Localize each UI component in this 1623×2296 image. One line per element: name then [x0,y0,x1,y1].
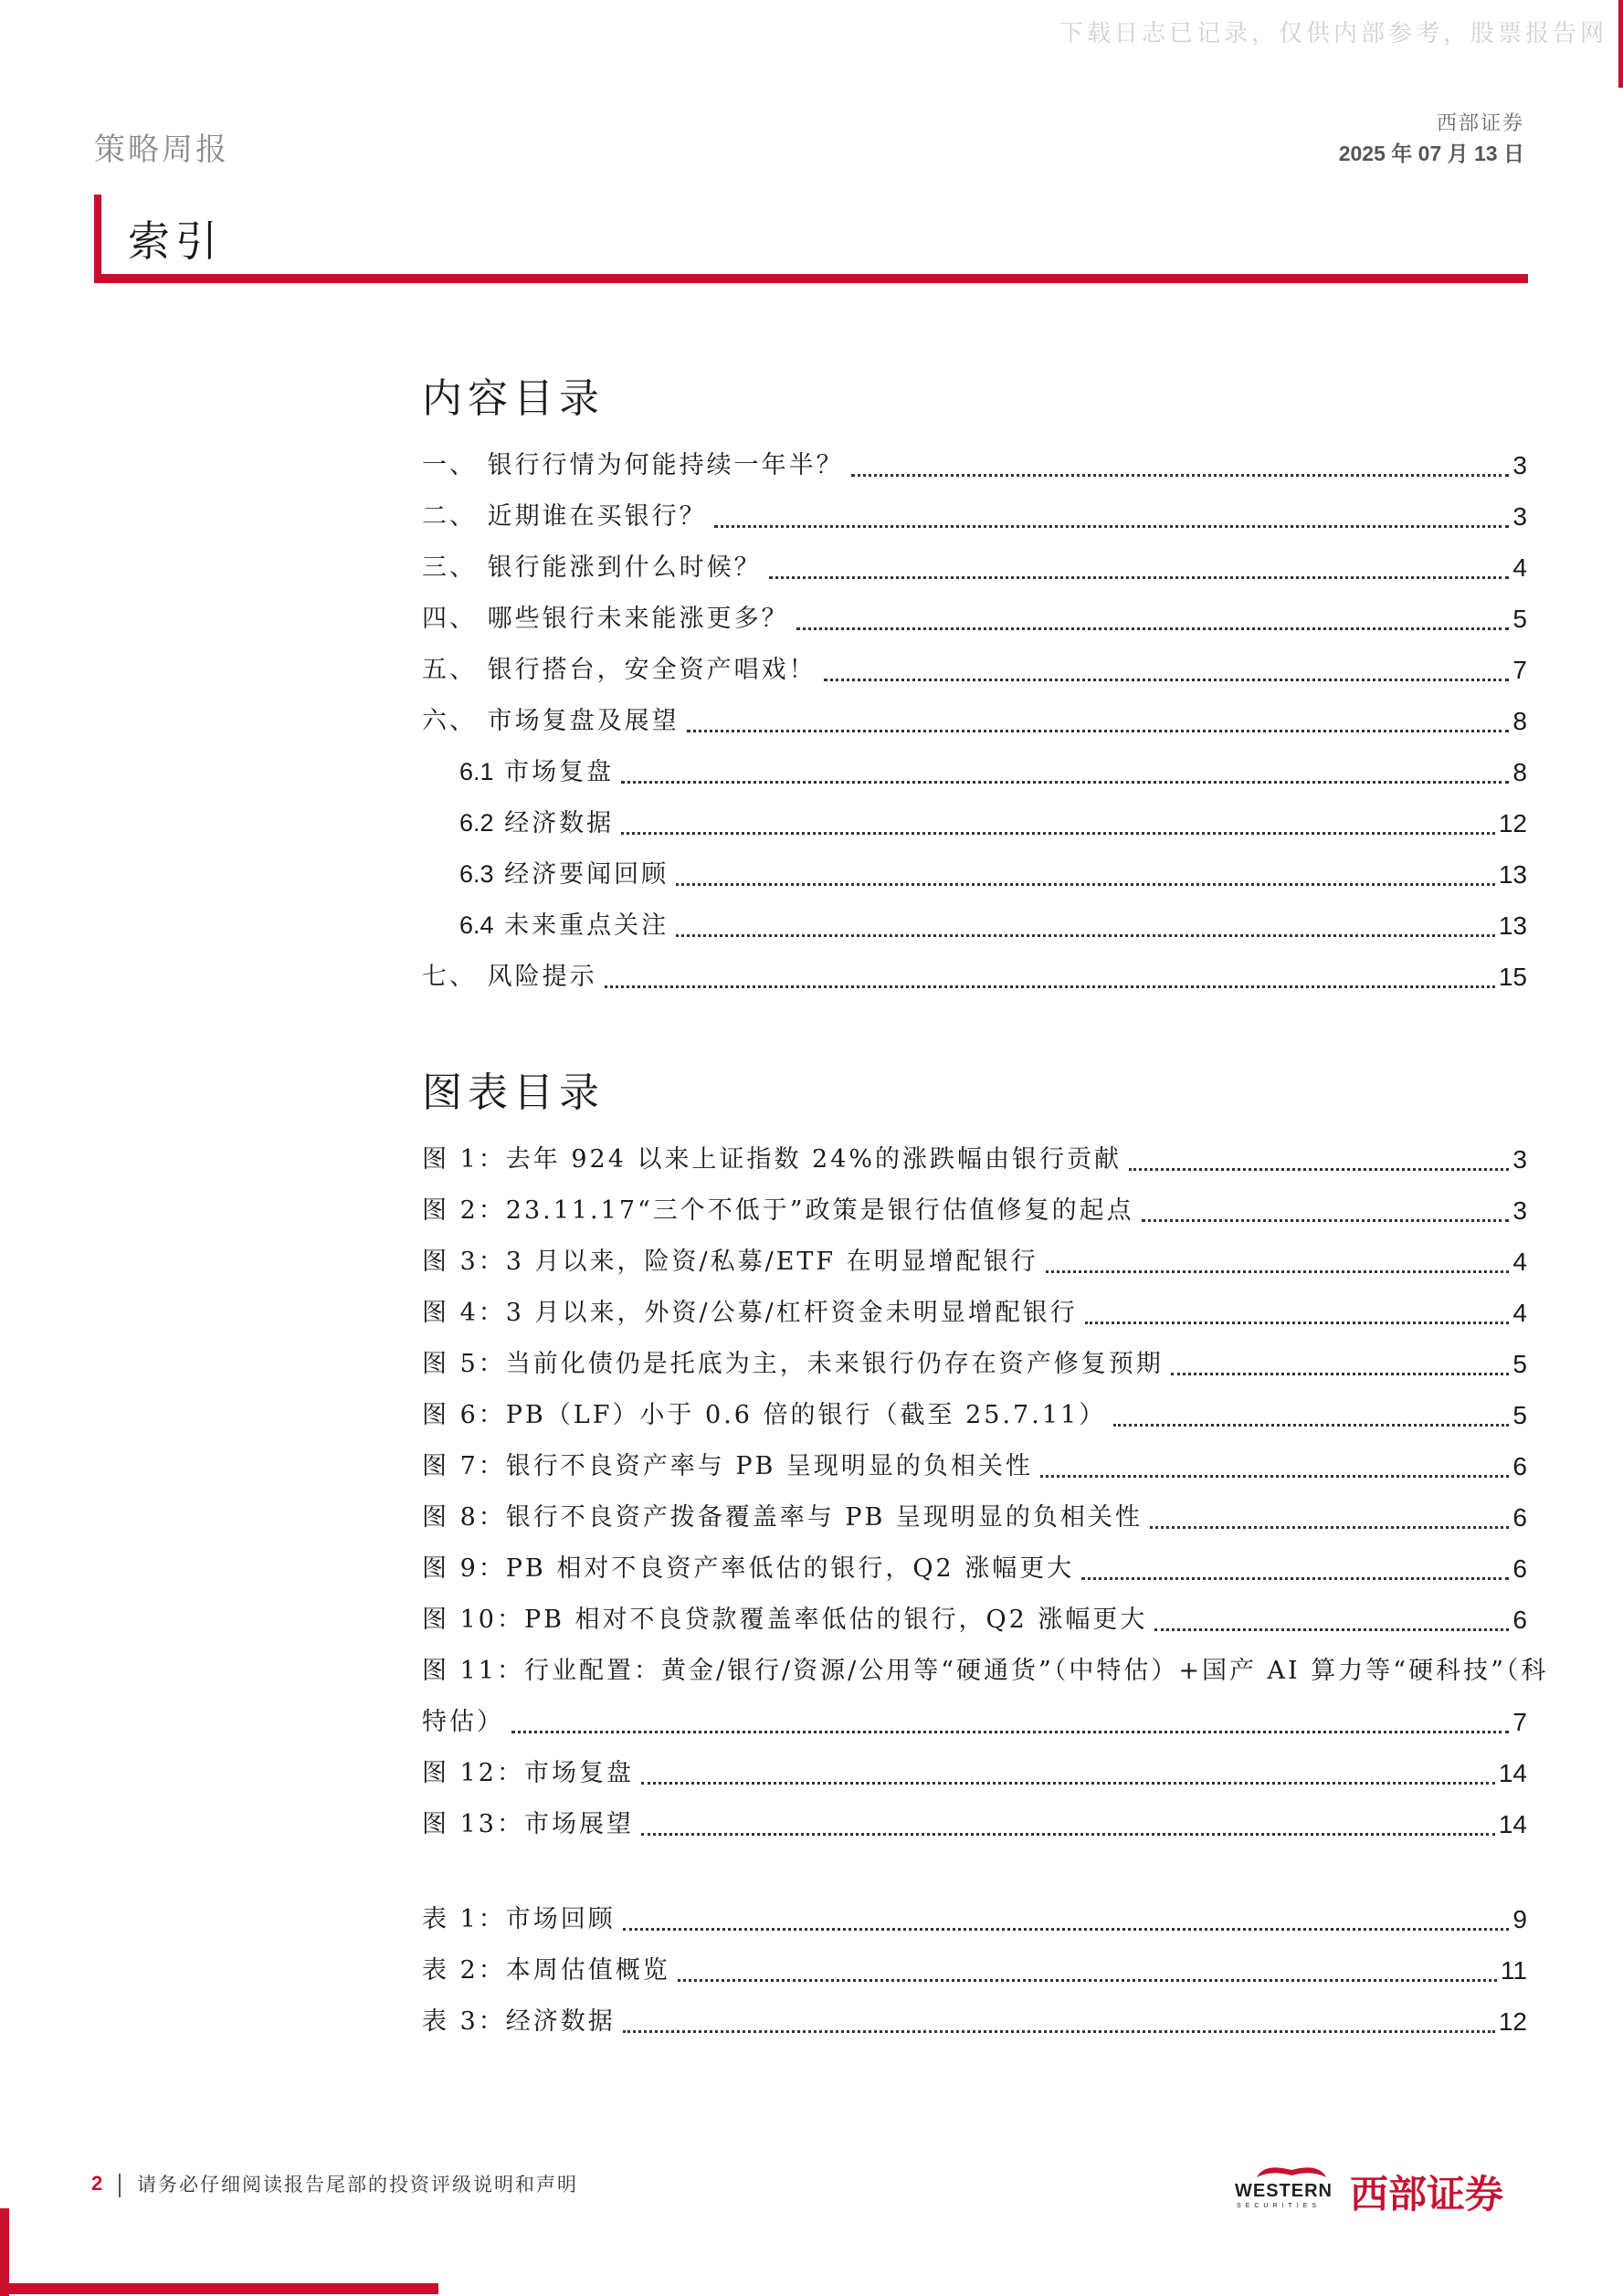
toc-leader [621,781,1509,784]
section-title: 索引 [128,216,223,266]
toc-entry-label: 三、 银行能涨到什么时候？ [422,553,762,582]
toc-entry-page: 8 [1512,707,1527,735]
figure-entry-page: 7 [1512,1708,1527,1736]
toc-leader [1040,1475,1509,1478]
toc-entry[interactable] [422,444,1527,488]
table-entry[interactable] [422,1898,1527,1942]
figure-entry[interactable] [422,1598,1527,1642]
toc-leader [605,985,1495,988]
toc-entry-label: 五、 银行搭台，安全资产唱戏！ [422,656,817,684]
table-entry-page: 9 [1512,1905,1527,1933]
toc-entry-page: 12 [1498,809,1527,837]
toc-entry[interactable] [422,700,1527,743]
figure-entry[interactable] [422,1138,1527,1182]
toc-leader [824,679,1510,681]
figure-entry-page: 6 [1512,1452,1527,1480]
company-logo [1235,2159,1527,2217]
figure-entry-page: 4 [1512,1248,1527,1276]
toc-subentry[interactable] [459,751,1527,795]
toc-subentry-label: 市场复盘 [493,758,615,786]
contents-heading: 内容目录 [422,375,605,422]
toc-leader [678,1979,1497,1982]
toc-leader [1046,1270,1510,1273]
toc-leader [1129,1168,1509,1171]
toc-entry[interactable] [422,495,1527,539]
figure-entry-page: 5 [1512,1350,1527,1378]
toc-entry-page: 13 [1498,911,1527,940]
figure-entry-page: 14 [1498,1759,1527,1787]
toc-entry-label: 二、 近期谁在买银行？ [422,502,707,531]
toc-subentry[interactable] [459,853,1527,897]
figure-entry[interactable] [422,1445,1527,1489]
figure-entry-label: 图 3：3 月以来，险资/私募/ETF 在明显增配银行 [422,1248,1038,1276]
figure-entry-page: 14 [1498,1810,1527,1838]
header-company: 西部证券 [1436,112,1524,135]
toc-subentry-label: 经济数据 [493,809,615,837]
watermark-text: 下载日志已记录，仅供内部参考，股票报告网 [1059,20,1608,47]
figure-entry-label: 图 8：银行不良资产拨备覆盖率与 PB 呈现明显的负相关性 [422,1503,1143,1532]
figure-entry-page: 3 [1512,1145,1527,1174]
table-entry-page: 12 [1498,2007,1527,2036]
figures-heading: 图表目录 [422,1069,605,1116]
toc-entry-page: 4 [1512,553,1527,582]
toc-subentry-label: 未来重点关注 [493,911,669,940]
footer-separator [119,2174,121,2197]
toc-entry-page: 13 [1498,860,1527,889]
figure-entry-page: 6 [1512,1554,1527,1583]
toc-leader [1154,1628,1509,1631]
page-number: 2 [91,2172,103,2195]
figure-entry-page: 4 [1512,1299,1527,1327]
toc-leader [621,832,1495,835]
toc-leader [676,934,1495,937]
toc-entry-page: 7 [1512,656,1527,684]
figure-entry[interactable] [422,1291,1527,1335]
table-entry[interactable] [422,1949,1527,1993]
figure-entry-page: 5 [1512,1401,1527,1429]
toc-entry[interactable] [422,955,1527,999]
toc-leader [769,576,1510,579]
toc-leader [714,525,1510,528]
logo-text-cn: 西部证券 [1350,2172,1504,2217]
table-entry-label: 表 1：市场回顾 [422,1905,616,1933]
figure-entry[interactable] [422,1394,1527,1438]
toc-leader [1085,1322,1510,1324]
table-entry-page: 11 [1500,1956,1527,1985]
toc-subentry-number: 6.3 [459,860,494,888]
figure-entry[interactable] [422,1343,1527,1386]
figure-entry-label: 图 6：PB（LF）小于 0.6 倍的银行（截至 25.7.11） [422,1401,1107,1429]
toc-subentry-number: 6.2 [459,809,494,837]
report-type: 策略周报 [94,132,229,168]
toc-entry-page: 5 [1512,605,1527,633]
header-date: 2025 年 07 月 13 日 [1338,142,1524,165]
toc-leader [623,2030,1495,2033]
toc-entry-label: 一、 银行行情为何能持续一年半？ [422,451,844,479]
toc-entry[interactable] [422,597,1527,641]
toc-entry-page: 15 [1498,963,1527,991]
section-accent-bar [94,195,101,281]
toc-leader [1142,1219,1510,1222]
toc-entry-label: 四、 哪些银行未来能涨更多？ [422,605,789,633]
logo-text-en: WESTERN [1235,2181,1333,2201]
figure-entry-label: 图 12：市场复盘 [422,1759,634,1787]
figure-entry-page: 3 [1512,1196,1527,1225]
toc-subentry-number: 6.4 [459,911,494,939]
toc-leader [641,1782,1495,1785]
figure-entry-label: 图 1：去年 924 以来上证指数 24%的涨跌幅由银行贡献 [422,1145,1122,1174]
toc-entry-label: 七、 风险提示 [422,963,597,991]
figure-entry-label: 图 10：PB 相对不良贷款覆盖率低估的银行，Q2 涨幅更大 [422,1606,1148,1634]
figure-entry-label: 图 4：3 月以来，外资/公募/杠杆资金未明显增配银行 [422,1299,1078,1327]
toc-subentry[interactable] [459,904,1527,948]
section-divider [94,274,1528,283]
toc-entry-label: 六、 市场复盘及展望 [422,707,680,735]
toc-entry-page: 3 [1512,502,1527,531]
table-entry[interactable] [422,2000,1527,2044]
figure-entry-label: 图 7：银行不良资产率与 PB 呈现明显的负相关性 [422,1452,1033,1480]
toc-leader [851,474,1510,477]
footer-disclaimer: 请务必仔细阅读报告尾部的投资评级说明和声明 [137,2174,578,2196]
toc-entry[interactable] [422,546,1527,590]
toc-subentry-label: 经济要闻回顾 [493,860,669,889]
logo-text-sub: SECURITIES [1237,2203,1322,2209]
toc-entry-page: 3 [1512,451,1527,479]
figure-entry[interactable] [422,1496,1527,1540]
toc-leader [1113,1424,1509,1427]
toc-leader [641,1833,1495,1836]
toc-subentry-number: 6.1 [459,758,494,785]
figure-entry[interactable] [422,1803,1527,1847]
toc-leader [687,730,1510,732]
logo-horns-icon [1255,2161,1328,2181]
figure-entry[interactable] [422,1240,1527,1284]
toc-entry-page: 8 [1512,758,1527,786]
toc-leader [796,627,1510,630]
table-entry-label: 表 2：本周估值概览 [422,1956,670,1985]
figure-entry-label: 图 9：PB 相对不良资产率低估的银行，Q2 涨幅更大 [422,1554,1075,1583]
bottom-accent-line [0,2283,438,2294]
toc-leader [676,883,1495,886]
figure-entry-page: 6 [1512,1503,1527,1532]
figure-entry-label: 图 13：市场展望 [422,1810,634,1838]
toc-leader [1171,1373,1510,1375]
figure-entry[interactable] [422,1189,1527,1233]
figure-entry[interactable] [422,1547,1527,1591]
table-entry-label: 表 3：经济数据 [422,2007,616,2036]
toc-entry[interactable] [422,648,1527,692]
figure-entry-label: 图 5：当前化债仍是托底为主，未来银行仍存在资产修复预期 [422,1350,1164,1378]
toc-leader [1081,1577,1509,1580]
toc-subentry[interactable] [459,802,1527,846]
figure-entry-page: 6 [1512,1606,1527,1634]
figure-entry-label-line1[interactable]: 图 11：行业配置：黄金/银行/资源/公用等“硬通货”（中特估）+国产 AI 算力等“硬科技”（科 [422,1657,1549,1685]
toc-leader [511,1731,1509,1733]
figure-entry-label: 特估） [422,1708,504,1736]
figure-entry[interactable] [422,1701,1527,1744]
figure-entry[interactable] [422,1752,1527,1796]
toc-leader [623,1928,1510,1931]
right-edge-accent-bar [1618,0,1623,88]
toc-leader [1150,1526,1509,1529]
figure-entry-label: 图 2：23.11.17“三个不低于”政策是银行估值修复的起点 [422,1196,1134,1225]
